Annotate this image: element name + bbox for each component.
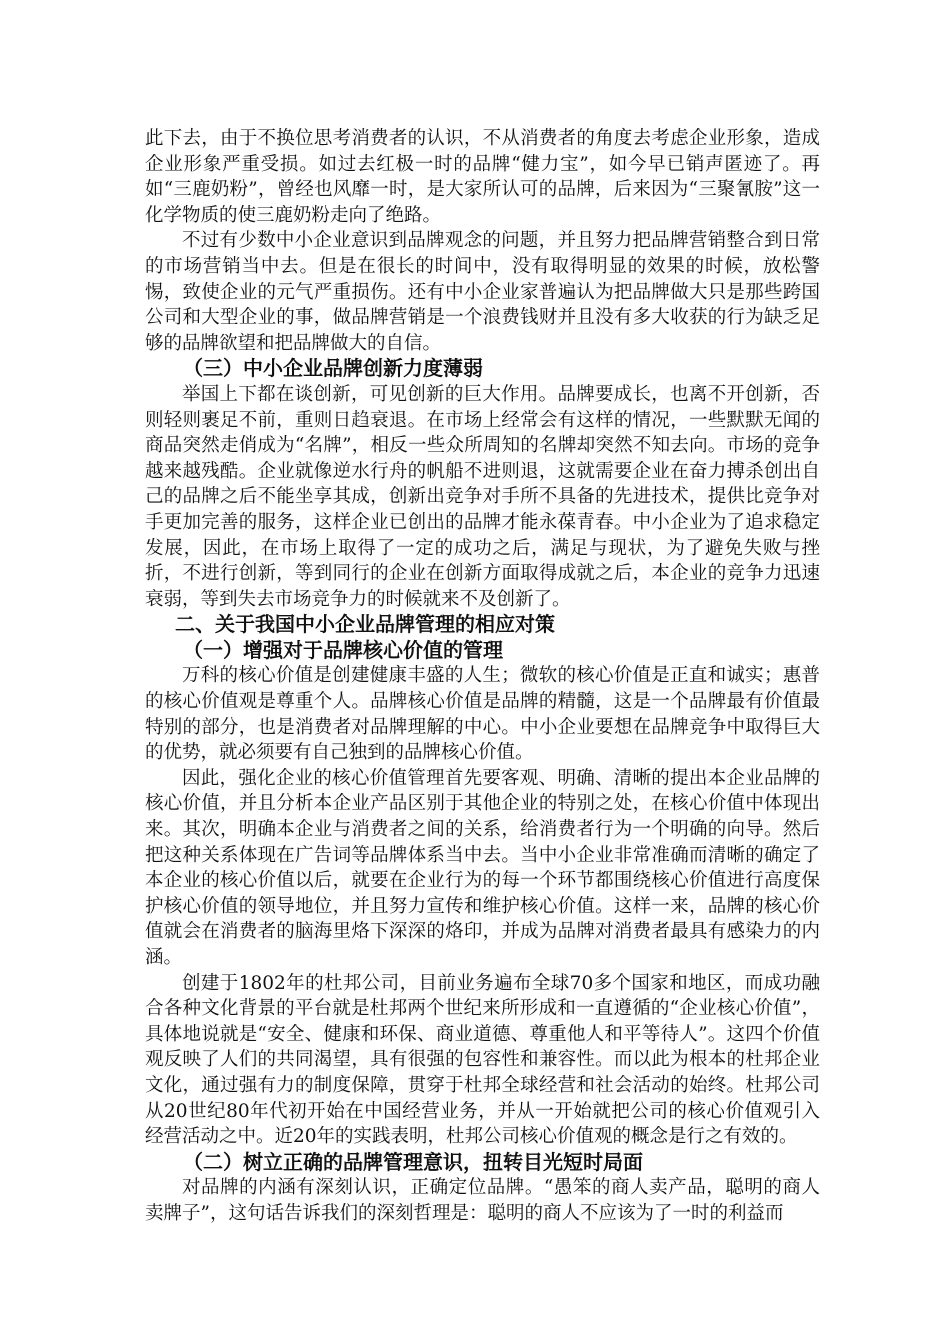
section-heading-3: （三）中小企业品牌创新力度薄弱 <box>183 356 483 381</box>
paragraph-7: 对品牌的内涵有深刻认识，正确定位品牌。“愚笨的商人卖产品，聪明的商人卖牌子”，这句话告诉我们的深刻哲理是：聪明的商人不应该为了一时的利益而 <box>145 1177 820 1224</box>
paragraph-6: 创建于1802年的杜邦公司，目前业务遍布全球70多个国家和地区，而成功融合各种文化背景的平台就是杜邦两个世纪来所形成和一直遵循的“企业核心价值”，具体地说就是“安全、健康和环保、商业道德、尊重他人和平等待人”。这四个价值观反映了人们的共同渴望，具有很强的包容性和兼容性。而以此为根本的杜邦企业文化，通过强有力的制度保障，贯穿于杜邦全球经营和社会活动的始终。杜邦公司从20世纪80年代初开始在中国经营业务，并从一开始就把公司的核心价值观引入经营活动之中。近20年的实践表明，杜邦公司核心价值观的概念是行之有效的。 <box>145 972 820 1148</box>
paragraph-1: 此下去，由于不换位思考消费者的认识，不从消费者的角度去考虑企业形象，造成企业形象严重受损。如过去红极一时的品牌“健力宝”，如今早已销声匿迹了。再如“三鹿奶粉”，曾经也风靡一时，是大家所认可的品牌，后来因为“三聚氰胺”这一化学物质的使三鹿奶粉走向了绝路。 <box>145 128 820 226</box>
chapter-heading-2: 二、关于我国中小企业品牌管理的相应对策 <box>175 612 555 637</box>
section-heading-2: （二）树立正确的品牌管理意识，扭转目光短时局面 <box>183 1149 643 1174</box>
paragraph-2: 不过有少数中小企业意识到品牌观念的问题，并且努力把品牌营销整合到日常的市场营销当中去。但是在很长的时间中，没有取得明显的效果的时候，放松警惕，致使企业的元气严重损伤。还有中小企业家普遍认为把品牌做大只是那些跨国公司和大型企业的事，做品牌营销是一个浪费钱财并且没有多大收获的行为缺乏足够的品牌欲望和把品牌做大的自信。 <box>145 230 820 354</box>
paragraph-4: 万科的核心价值是创建健康丰盛的人生；微软的核心价值是正直和诚实；惠普的核心价值观是尊重个人。品牌核心价值是品牌的精髓，这是一个品牌最有价值最特别的部分，也是消费者对品牌理解的中心。中小企业要想在品牌竞争中取得巨大的优势，就必须要有自己独到的品牌核心价值。 <box>145 665 820 764</box>
section-heading-1: （一）增强对于品牌核心价值的管理 <box>183 637 503 662</box>
paragraph-3: 举国上下都在谈创新，可见创新的巨大作用。品牌要成长，也离不开创新，否则轻则裹足不前，重则日趋衰退。在市场上经常会有这样的情况，一些默默无闻的商品突然走俏成为“名牌”，相反一些众所周知的名牌却突然不知去向。市场的竞争越来越残酷。企业就像逆水行舟的帆船不进则退，这就需要企业在奋力搏杀创出自己的品牌之后不能坐享其成，创新出竞争对手所不具备的先进技术，提供比竞争对手更加完善的服务，这样企业已创出的品牌才能永葆青春。中小企业为了追求稳定发展，因此，在市场上取得了一定的成功之后，满足与现状，为了避免失败与挫折，不进行创新，等到同行的企业在创新方面取得成就之后，本企业的竞争力迅速衰弱，等到失去市场竞争力的时候就来不及创新了。 <box>145 383 820 610</box>
paragraph-5: 因此，强化企业的核心价值管理首先要客观、明确、清晰的提出本企业品牌的核心价值，并且分析本企业产品区别于其他企业的特别之处，在核心价值中体现出来。其次，明确本企业与消费者之间的关系，给消费者行为一个明确的向导。然后把这种关系体现在广告词等品牌体系当中去。当中小企业非常准确而清晰的确定了本企业的核心价值以后，就要在企业行为的每一个环节都围绕核心价值进行高度保护核心价值的领导地位，并且努力宣传和维护核心价值。这样一来，品牌的核心价值就会在消费者的脑海里烙下深深的烙印，并成为品牌对消费者最具有感染力的内涵。 <box>145 767 820 968</box>
